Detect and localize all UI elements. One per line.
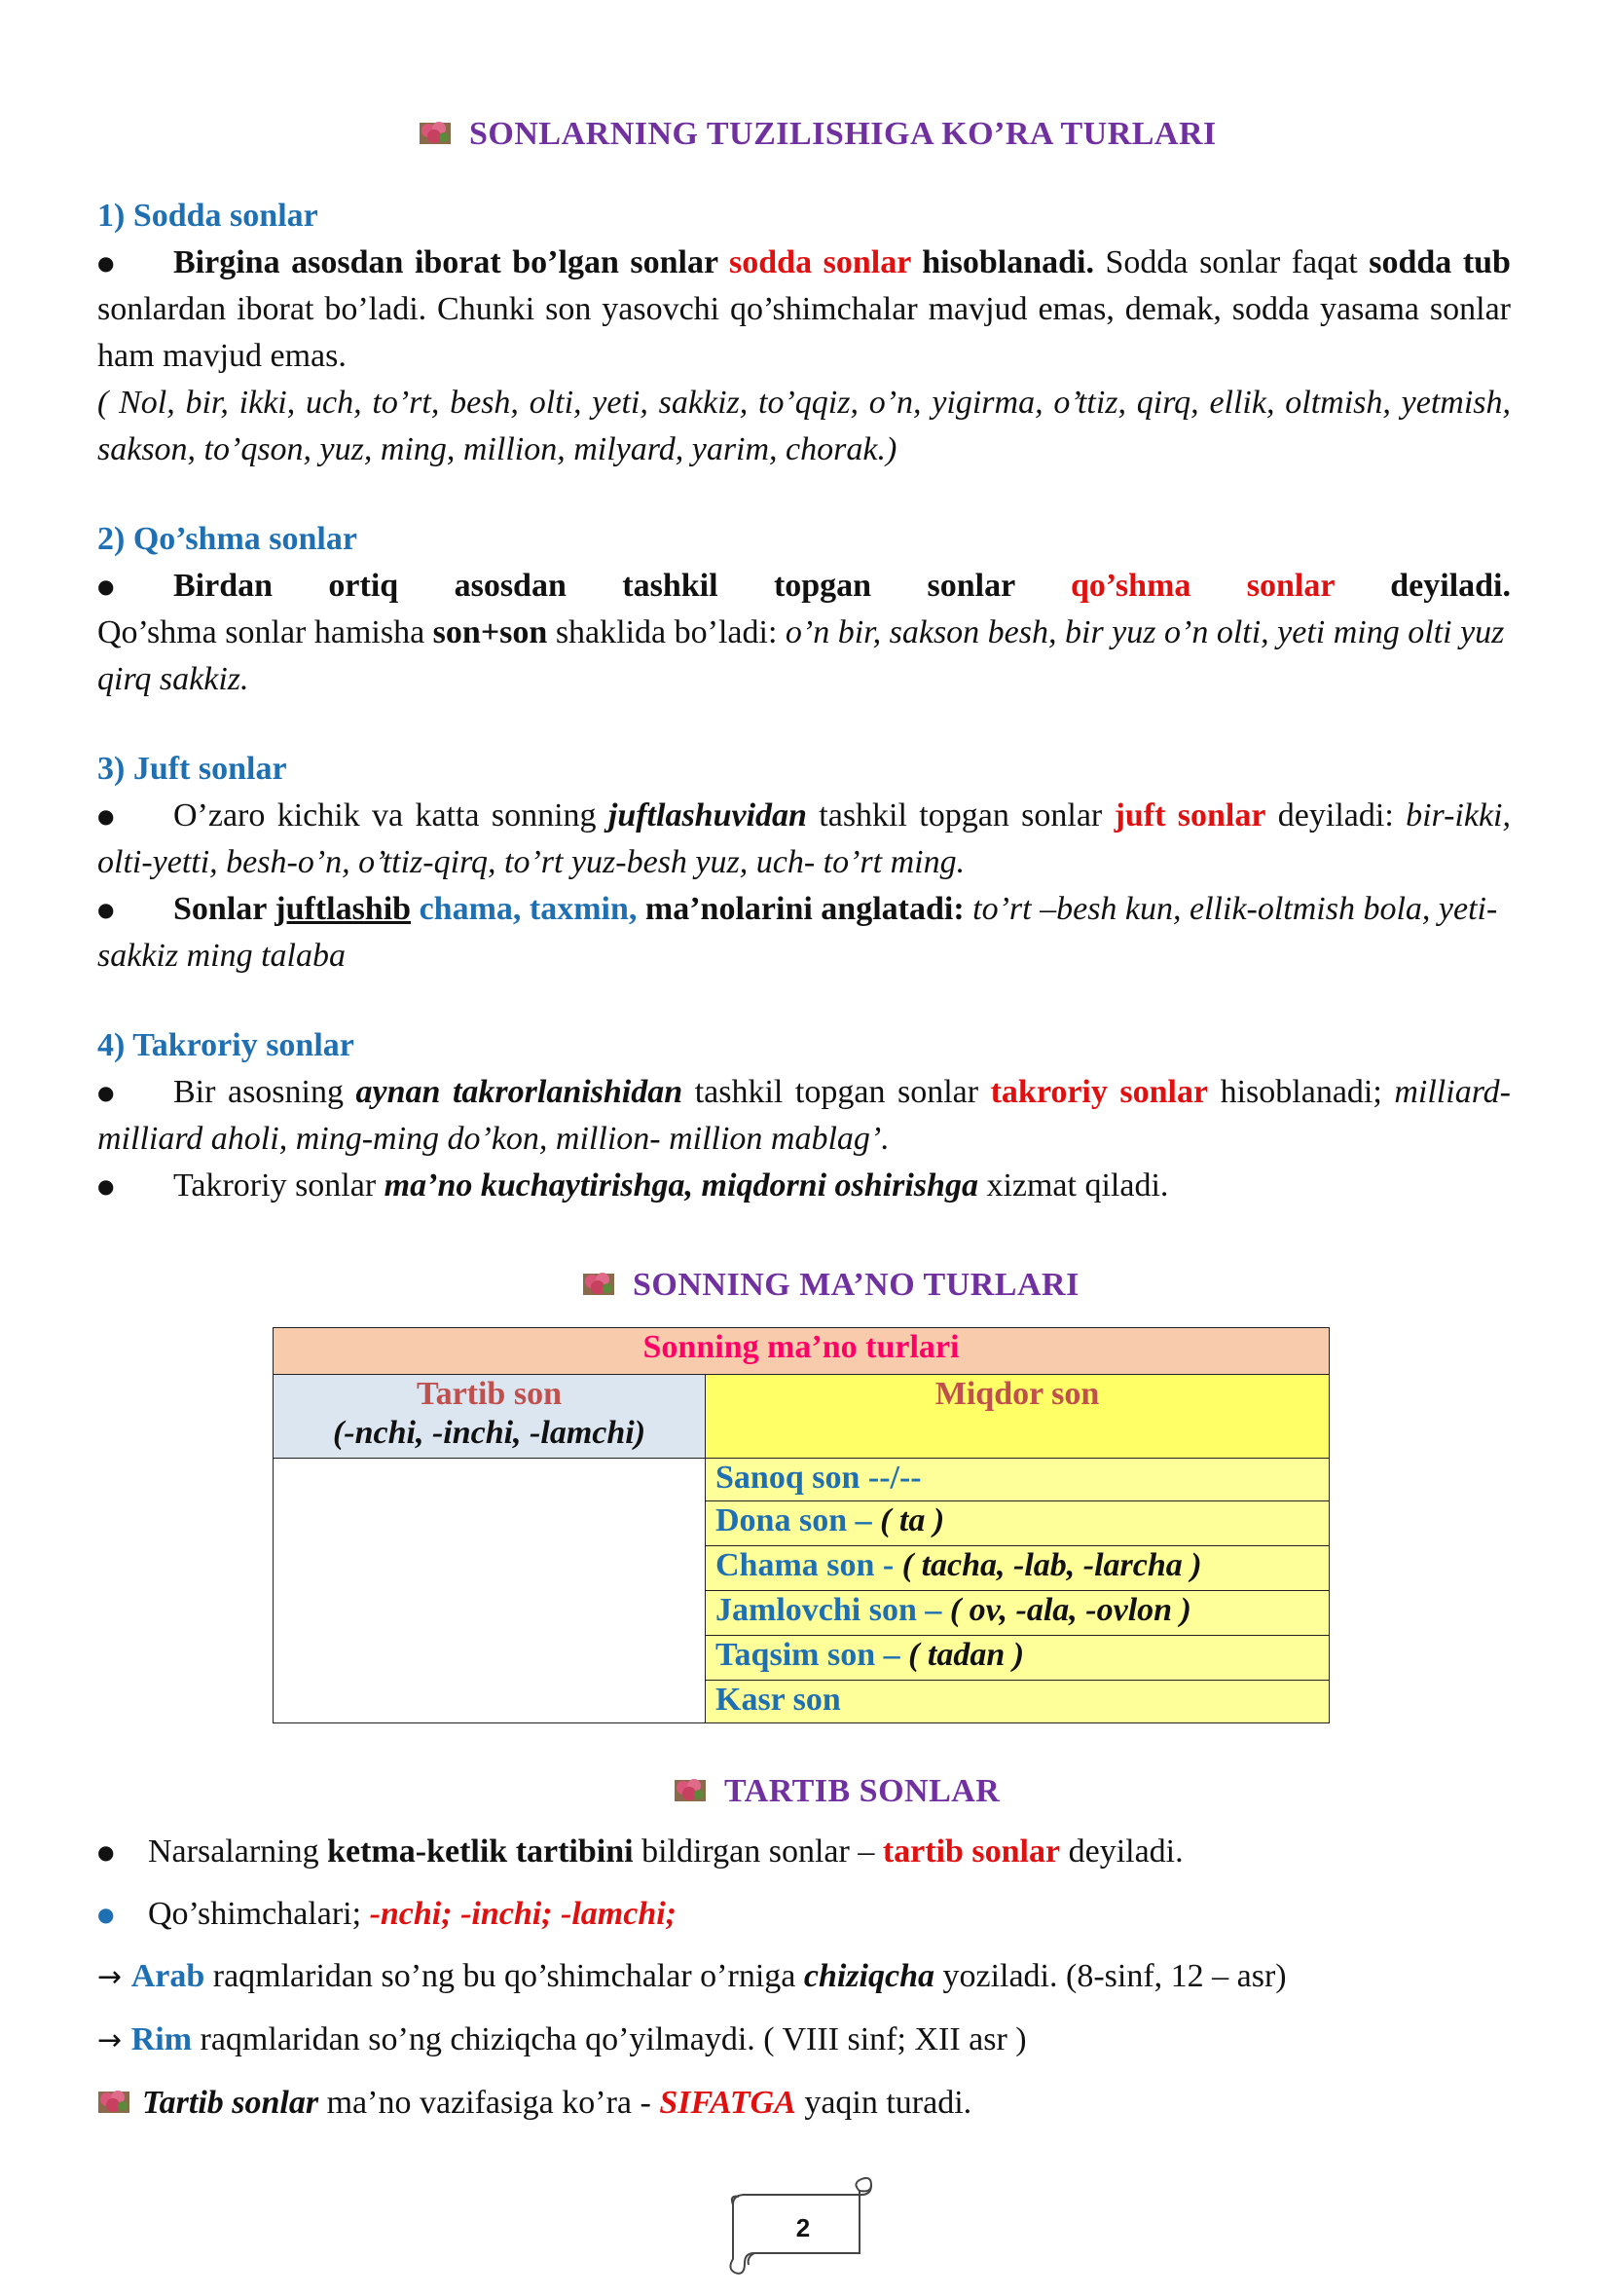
- heading-sodda: 1) Sodda sonlar: [97, 198, 318, 234]
- table-row: Kasr son: [706, 1681, 1330, 1723]
- paragraph-juft-meaning: ● Sonlar juftlashib chama, taxmin, ma’nolarini anglatadi: to’rt –besh kun, ellik-oltmish bola, yeti-sakkiz ming talaba: [97, 886, 1511, 980]
- flower-icon: [419, 121, 452, 146]
- paragraph-tartib-suffixes: ● Qo’shimchalari; -nchi; -inchi; -lamchi;: [97, 1891, 1511, 1938]
- title-tartib-text: TARTIB SONLAR: [724, 1773, 1001, 1809]
- table-row: Chama son - ( tacha, -lab, -larcha ): [706, 1546, 1330, 1591]
- page-number: 2: [795, 2213, 811, 2242]
- examples-sodda: ( Nol, bir, ikki, uch, to’rt, besh, olti, yeti, sakkiz, to’qqiz, o’n, yigirma, o’ttiz, qirq, ellik, oltmish, yetmish, sakson, to’qson, yuz, ming, million, milyard, yarim, chorak.): [97, 385, 1511, 467]
- heading-takroriy: 4) Takroriy sonlar: [97, 1027, 354, 1063]
- col-miqdor-header: Miqdor son: [706, 1375, 1330, 1459]
- heading-qoshma: 2) Qo’shma sonlar: [97, 521, 357, 557]
- table-row: Taqsim son – ( tadan ): [706, 1636, 1330, 1681]
- paragraph-tartib-def: ● Narsalarning ketma-ketlik tartibini bildirgan sonlar – tartib sonlar deyiladi.: [97, 1829, 1511, 1875]
- title-meaning-text: SONNING MA’NO TURLARI: [633, 1267, 1080, 1303]
- meaning-types-table: [273, 1327, 1330, 1723]
- bullet-icon: ●: [97, 1840, 115, 1864]
- paragraph-sifatga: Tartib sonlar ma’no vazifasiga ko’ra - SIFATGA yaqin turadi.: [97, 2080, 1511, 2127]
- arrow-right-icon: →: [97, 1960, 131, 1994]
- arrow-right-icon: →: [97, 2023, 131, 2057]
- bullet-icon: ●: [97, 898, 115, 921]
- flower-icon: [97, 2090, 130, 2115]
- paragraph-takroriy-def: ● Bir asosning aynan takrorlanishidan tashkil topgan sonlar takroriy sonlar hisoblanadi; milliard-milliard aholi, ming-ming do’kon, million- million mablag’.: [97, 1069, 1511, 1163]
- title-structure-text: SONLARNING TUZILISHIGA KO’RA TURLARI: [469, 116, 1217, 152]
- table-header: Sonning ma’no turlari: [274, 1328, 1330, 1375]
- title-tartib: [674, 1768, 1000, 1815]
- flower-icon: [582, 1272, 615, 1297]
- paragraph-juft-def: ● O’zaro kichik va katta sonning juftlashuvidan tashkil topgan sonlar juft sonlar deyiladi: bir-ikki, olti-yetti, besh-o’n, o’ttiz-qirq, to’rt yuz-besh yuz, uch- to’rt ming.: [97, 793, 1511, 886]
- paragraph-rim: → Rim raqmlaridan so’ng chiziqcha qo’yilmaydi. ( VIII sinf; XII asr ): [97, 2021, 1027, 2057]
- col-tartib-title: Tartib son: [417, 1376, 562, 1412]
- bullet-icon: ●: [97, 1903, 115, 1926]
- table-row: Sanoq son --/--: [706, 1459, 1330, 1501]
- heading-juft: 3) Juft sonlar: [97, 751, 287, 787]
- bullet-icon: ●: [97, 251, 115, 275]
- table-row: Jamlovchi son – ( ov, -ala, -ovlon ): [706, 1591, 1330, 1636]
- table-row: Dona son – ( ta ): [706, 1501, 1330, 1546]
- bullet-icon: ●: [97, 804, 115, 828]
- page-number-scroll: [725, 2175, 881, 2282]
- paragraph-sodda: ● Birgina asosdan iborat bo’lgan sonlar sodda sonlar hisoblanadi. Sodda sonlar faqat sodda tub sonlardan iborat bo’ladi. Chunki son yasovchi qo’shimchalar mavjud emas, demak, sodda yasama sonlar ham mavjud emas.: [97, 240, 1511, 380]
- title-structure: [419, 111, 1217, 158]
- bullet-icon: ●: [97, 1174, 115, 1198]
- bullet-icon: ●: [97, 1081, 115, 1104]
- paragraph-arab: → Arab raqmlaridan so’ng bu qo’shimchalar o’rniga chiziqcha yoziladi. (8-sinf, 12 – asr): [97, 1958, 1287, 1994]
- title-meaning: [582, 1262, 1080, 1309]
- col-tartib-header: [274, 1375, 706, 1459]
- col-tartib-suffixes: (-nchi, -inchi, -lamchi): [332, 1415, 646, 1451]
- bullet-icon: ●: [97, 574, 115, 598]
- paragraph-qoshma-def: ● Birdan ortiq asosdan tashkil topgan sonlar qo’shma sonlar deyiladi.: [97, 563, 1511, 610]
- paragraph-qoshma-shape: Qo’shma sonlar hamisha son+son shaklida bo’ladi: o’n bir, sakson besh, bir yuz o’n olti, yeti ming olti yuz qirq sakkiz.: [97, 614, 1505, 697]
- tartib-empty-cell: [274, 1459, 706, 1723]
- flower-icon: [674, 1778, 707, 1803]
- paragraph-takroriy-function: ● Takroriy sonlar ma’no kuchaytirishga, miqdorni oshirishga xizmat qiladi.: [97, 1163, 1511, 1209]
